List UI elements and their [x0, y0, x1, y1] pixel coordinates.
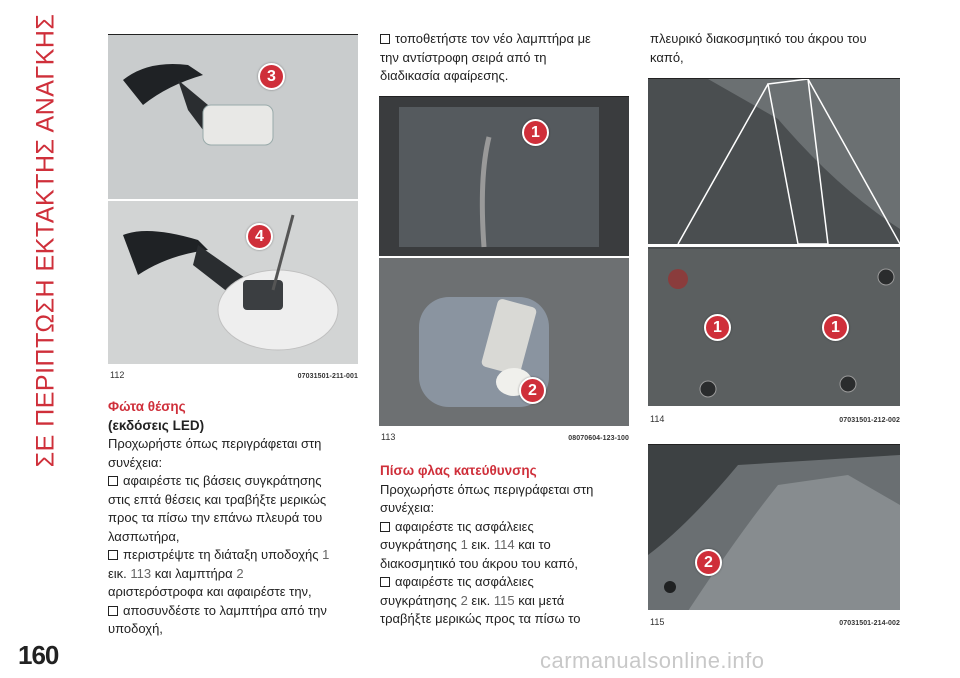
- text-line: συγκράτησης 1 εικ. 114 και το: [380, 537, 551, 552]
- bullet-item: τοποθετήστε τον νέο λαμπτήρα με: [380, 30, 635, 49]
- bullet-box-icon: [108, 606, 118, 616]
- figure-number: 112: [110, 370, 125, 380]
- text-line: προς τα πίσω την επάνω πλευρά του: [108, 510, 323, 525]
- text-line: στις επτά θέσεις και τραβήξτε μερικώς: [108, 491, 327, 507]
- figure-114-illustration: [648, 79, 900, 406]
- bullet-box-icon: [380, 577, 390, 587]
- section-subheading: (εκδόσεις LED): [108, 417, 205, 433]
- text-line: την αντίστροφη σειρά από τη: [380, 49, 547, 65]
- ref-number: 2: [236, 565, 244, 581]
- text-line: καπό,: [650, 49, 684, 65]
- callout-badge-1: 1: [822, 314, 849, 341]
- col2-text: [380, 462, 635, 629]
- ref-number: 115: [493, 592, 515, 608]
- callout-badge-1: 1: [704, 314, 731, 341]
- text-line: λασπωτήρα,: [108, 528, 180, 544]
- section-heading: Πίσω φλας κατεύθυνσης: [380, 463, 537, 478]
- bullet-item: περιστρέψτε τη διάταξη υποδοχής 1: [108, 546, 370, 565]
- figure-115-caption: [650, 617, 900, 627]
- ref-number: 1: [460, 537, 468, 552]
- figure-code: 07031501-214-002: [839, 620, 900, 627]
- callout-badge-2: 2: [519, 377, 546, 404]
- text-line: συνέχεια:: [380, 500, 435, 515]
- callout-badge-1: 1: [522, 119, 549, 146]
- bullet-item: αφαιρέστε τις ασφάλειες: [380, 573, 635, 592]
- text-line: πλευρικό διακοσμητικό του άκρου του: [650, 31, 867, 46]
- figure-112-caption: [110, 370, 358, 380]
- figure-code: 07031501-211-001: [297, 373, 358, 380]
- text-line: διαδικασία αφαίρεσης.: [380, 68, 509, 83]
- figure-114-caption: [650, 414, 900, 424]
- bullet-item: αποσυνδέστε το λαμπτήρα από την: [108, 602, 370, 621]
- ref-number: 2: [460, 592, 468, 608]
- text-line: τραβήξτε μερικώς προς τα πίσω το: [380, 611, 581, 626]
- bullet-box-icon: [108, 550, 118, 560]
- text-line: διακοσμητικό του άκρου του καπό,: [380, 555, 578, 571]
- bullet-box-icon: [380, 522, 390, 532]
- text-line: συνέχεια:: [108, 454, 163, 470]
- figure-code: 07031501-212-002: [839, 417, 900, 424]
- section-side-title: [6, 13, 86, 467]
- figure-113-caption: [381, 432, 629, 442]
- section-heading: Φώτα θέσης: [108, 399, 186, 414]
- text-line: εικ. 113 και λαμπτήρα 2: [108, 565, 244, 581]
- figure-113-illustration: [379, 97, 629, 426]
- callout-badge-4: 4: [246, 223, 273, 250]
- figure-115: [648, 444, 900, 610]
- ref-number: 114: [493, 537, 515, 552]
- bullet-box-icon: [108, 476, 118, 486]
- figure-112: [108, 34, 358, 364]
- watermark: carmanualsonline.info: [540, 648, 765, 673]
- page-number: 160: [18, 640, 59, 670]
- bullet-item: αφαιρέστε τις ασφάλειες: [380, 518, 635, 537]
- figure-number: 114: [650, 414, 665, 424]
- figure-112-illustration: [108, 35, 358, 364]
- figure-code: 08070604-123-100: [568, 435, 629, 442]
- figure-113: [379, 96, 629, 426]
- text-line: Προχωρήστε όπως περιγράφεται στη: [380, 481, 594, 497]
- col2-top-text: [380, 30, 635, 86]
- callout-badge-2: 2: [695, 549, 722, 576]
- text-line: αριστερόστροφα και αφαιρέστε την,: [108, 584, 312, 599]
- text-line: υποδοχή,: [108, 621, 163, 636]
- ref-number: 1: [322, 547, 330, 562]
- text-line: συγκράτησης 2 εικ. 115 και μετά: [380, 592, 565, 608]
- figure-number: 115: [650, 617, 665, 627]
- ref-number: 113: [130, 565, 152, 581]
- bullet-box-icon: [380, 34, 390, 44]
- col1-text: [108, 398, 370, 639]
- callout-badge-3: 3: [258, 63, 285, 90]
- bullet-item: αφαιρέστε τις βάσεις συγκράτησης: [108, 472, 370, 491]
- col3-top-text: [650, 30, 905, 67]
- side-title-text: ΣΕ ΠΕΡΙΠΤΩΣΗ ΕΚΤΑΚΤΗΣ ΑΝΑΓΚΗΣ: [31, 13, 60, 467]
- figure-number: 113: [381, 432, 396, 442]
- figure-114: [648, 78, 900, 406]
- text-line: Προχωρήστε όπως περιγράφεται στη: [108, 436, 322, 451]
- figure-115-illustration: [648, 445, 900, 610]
